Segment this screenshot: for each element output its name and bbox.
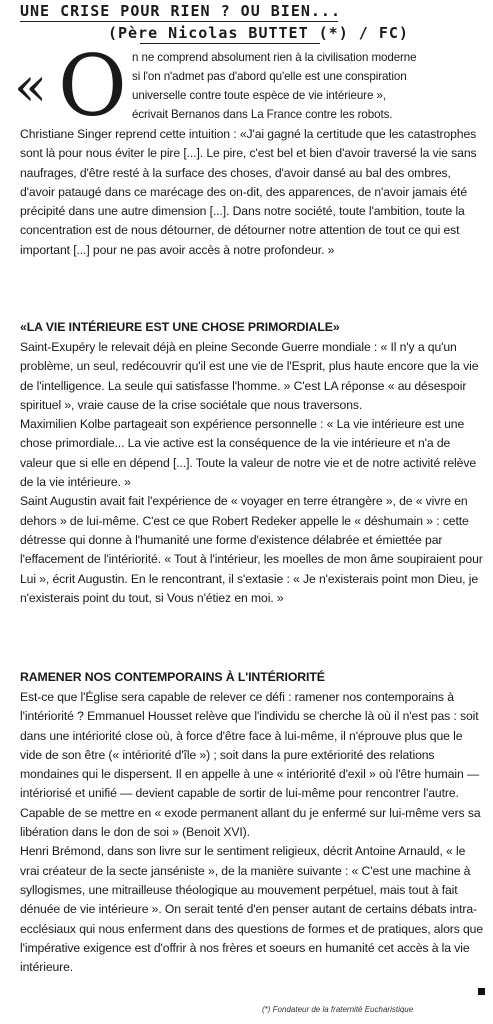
author-underline [140, 43, 320, 44]
end-mark-square [478, 988, 485, 995]
paragraph: Est-ce que l'Église sera capable de relever ce défi : ramener nos contemporains à l'intériorité ? Emmanuel Housset relève que l'individu se cherche là où il n'est pas : soit dans une intériorité close où, à force d'être face à lui-même, il n'éprouve plus que le vide de son être (« intériorité d'île ») ; soit dans la pure extériorité des relations mondaines qui le dispersent. Il en appelle à une « intériorité d'exil » où l'être humain — intériorisé et unifié — devient capable de sortir de lui-même pour rencontrer l'autre. Capable de se mettre en « exode permanent allant du je enfermé sur lui-même vers sa libération dans le don de soi » (Benoit XVI). [20, 690, 481, 840]
section-heading-1: «LA VIE INTÉRIEURE EST UNE CHOSE PRIMORDIALE» [20, 320, 340, 334]
opening-guillemet: « [14, 55, 48, 118]
paragraph: Christiane Singer reprend cette intuition : «J'ai gagné la certitude que les catastrophes sont là pour nous éviter le pire [...]. Le pire, c'est bel et bien d'avoir traversé la vie sans naufrages, d'être resté à la surface des choses, d'avoir dansé au bal des ombres, d'avoir pataugé dans ce marécage des on-dit, des apparences, de n'avoir jamais été précipité dans une autre dimension [...]. Dans notre société, toute l'ambition, toute la concentration est de nous détourner, de détourner notre attention de tout ce qui est important [...] pour ne pas avoir accès à notre profondeur. » [20, 127, 477, 257]
section-1-body [20, 338, 484, 608]
intro-line: écrivait Bernanos dans La France contre les robots. [132, 108, 393, 121]
handwritten-footnote: (*) Fondateur de la fraternité Eucharistique [262, 1005, 414, 1014]
paragraph: Saint Augustin avait fait l'expérience de « voyager en terre étrangère », de « vivre en dehors » de lui-même. C'est ce que Robert Redeker appelle le « déshumain » : cette détresse qui donne à l'humanité une forme d'existence délabrée et émiettée par l'effacement de l'intériorité. « Tout à l'intérieur, les moelles de mon âme soupiraient pour Lui », écrit Augustin. En le rencontrant, il s'extasie : « Je n'existerais point mon Dieu, je n'existerais point du tout, si Vous n'étiez en moi. » [20, 494, 483, 605]
intro-lines [132, 48, 482, 124]
section-heading-2: RAMENER NOS CONTEMPORAINS À L'INTÉRIORITÉ [20, 670, 325, 684]
paragraph: Maximilien Kolbe partageait son expérience personnelle : « La vie intérieure est une chose primordiale... La vie active est la conséquence de la vie intérieure et n'a de valeur que si elle en dépend [...]. Toute la valeur de notre vie et de notre activité relève de la vie intérieure. » [20, 417, 477, 490]
drop-cap: O [58, 37, 127, 135]
section-2-body [20, 688, 484, 977]
paragraph: Saint-Exupéry le relevait déjà en pleine Seconde Guerre mondiale : « Il n'y a qu'un problème, un seul, redécouvrir qu'il est une vie de l'Esprit, plus haute encore que la vie de l'intelligence. La seule qui satisfasse l'homme. » C'est LA réponse « au désespoir spirituel », vraie cause de la crise sociétale que nous traversons. [20, 340, 479, 412]
intro-line: n ne comprend absolument rien à la civilisation moderne [132, 51, 417, 64]
intro-continuation [20, 125, 484, 260]
title-underline [20, 21, 338, 22]
paragraph: Henri Brémond, dans son livre sur le sentiment religieux, décrit Antoine Arnauld, « le vrai créateur de la secte janséniste », de la manière suivante : « C'est une machine à syllogismes, une mitrailleuse théologique au mouvement perpétuel, mais tout à fait dénuée de vie intérieure ». On serait tenté d'en penser autant de certains débats intra-ecclésiaux qui nous enferment dans des questions de formes et de pratiques, alors que l'impérative exigence est d'offrir à nos frères et soeurs en humanité cet accès à la vie intérieure. [20, 844, 484, 975]
intro-line: universelle contre toute espèce de vie intérieure », [132, 89, 386, 102]
intro-line: si l'on n'admet pas d'abord qu'elle est une conspiration [132, 70, 407, 83]
handwritten-title-text: UNE CRISE POUR RIEN ? OU BIEN... [20, 2, 341, 20]
handwritten-author-text: (Père Nicolas BUTTET (*) / FC) [108, 24, 409, 42]
